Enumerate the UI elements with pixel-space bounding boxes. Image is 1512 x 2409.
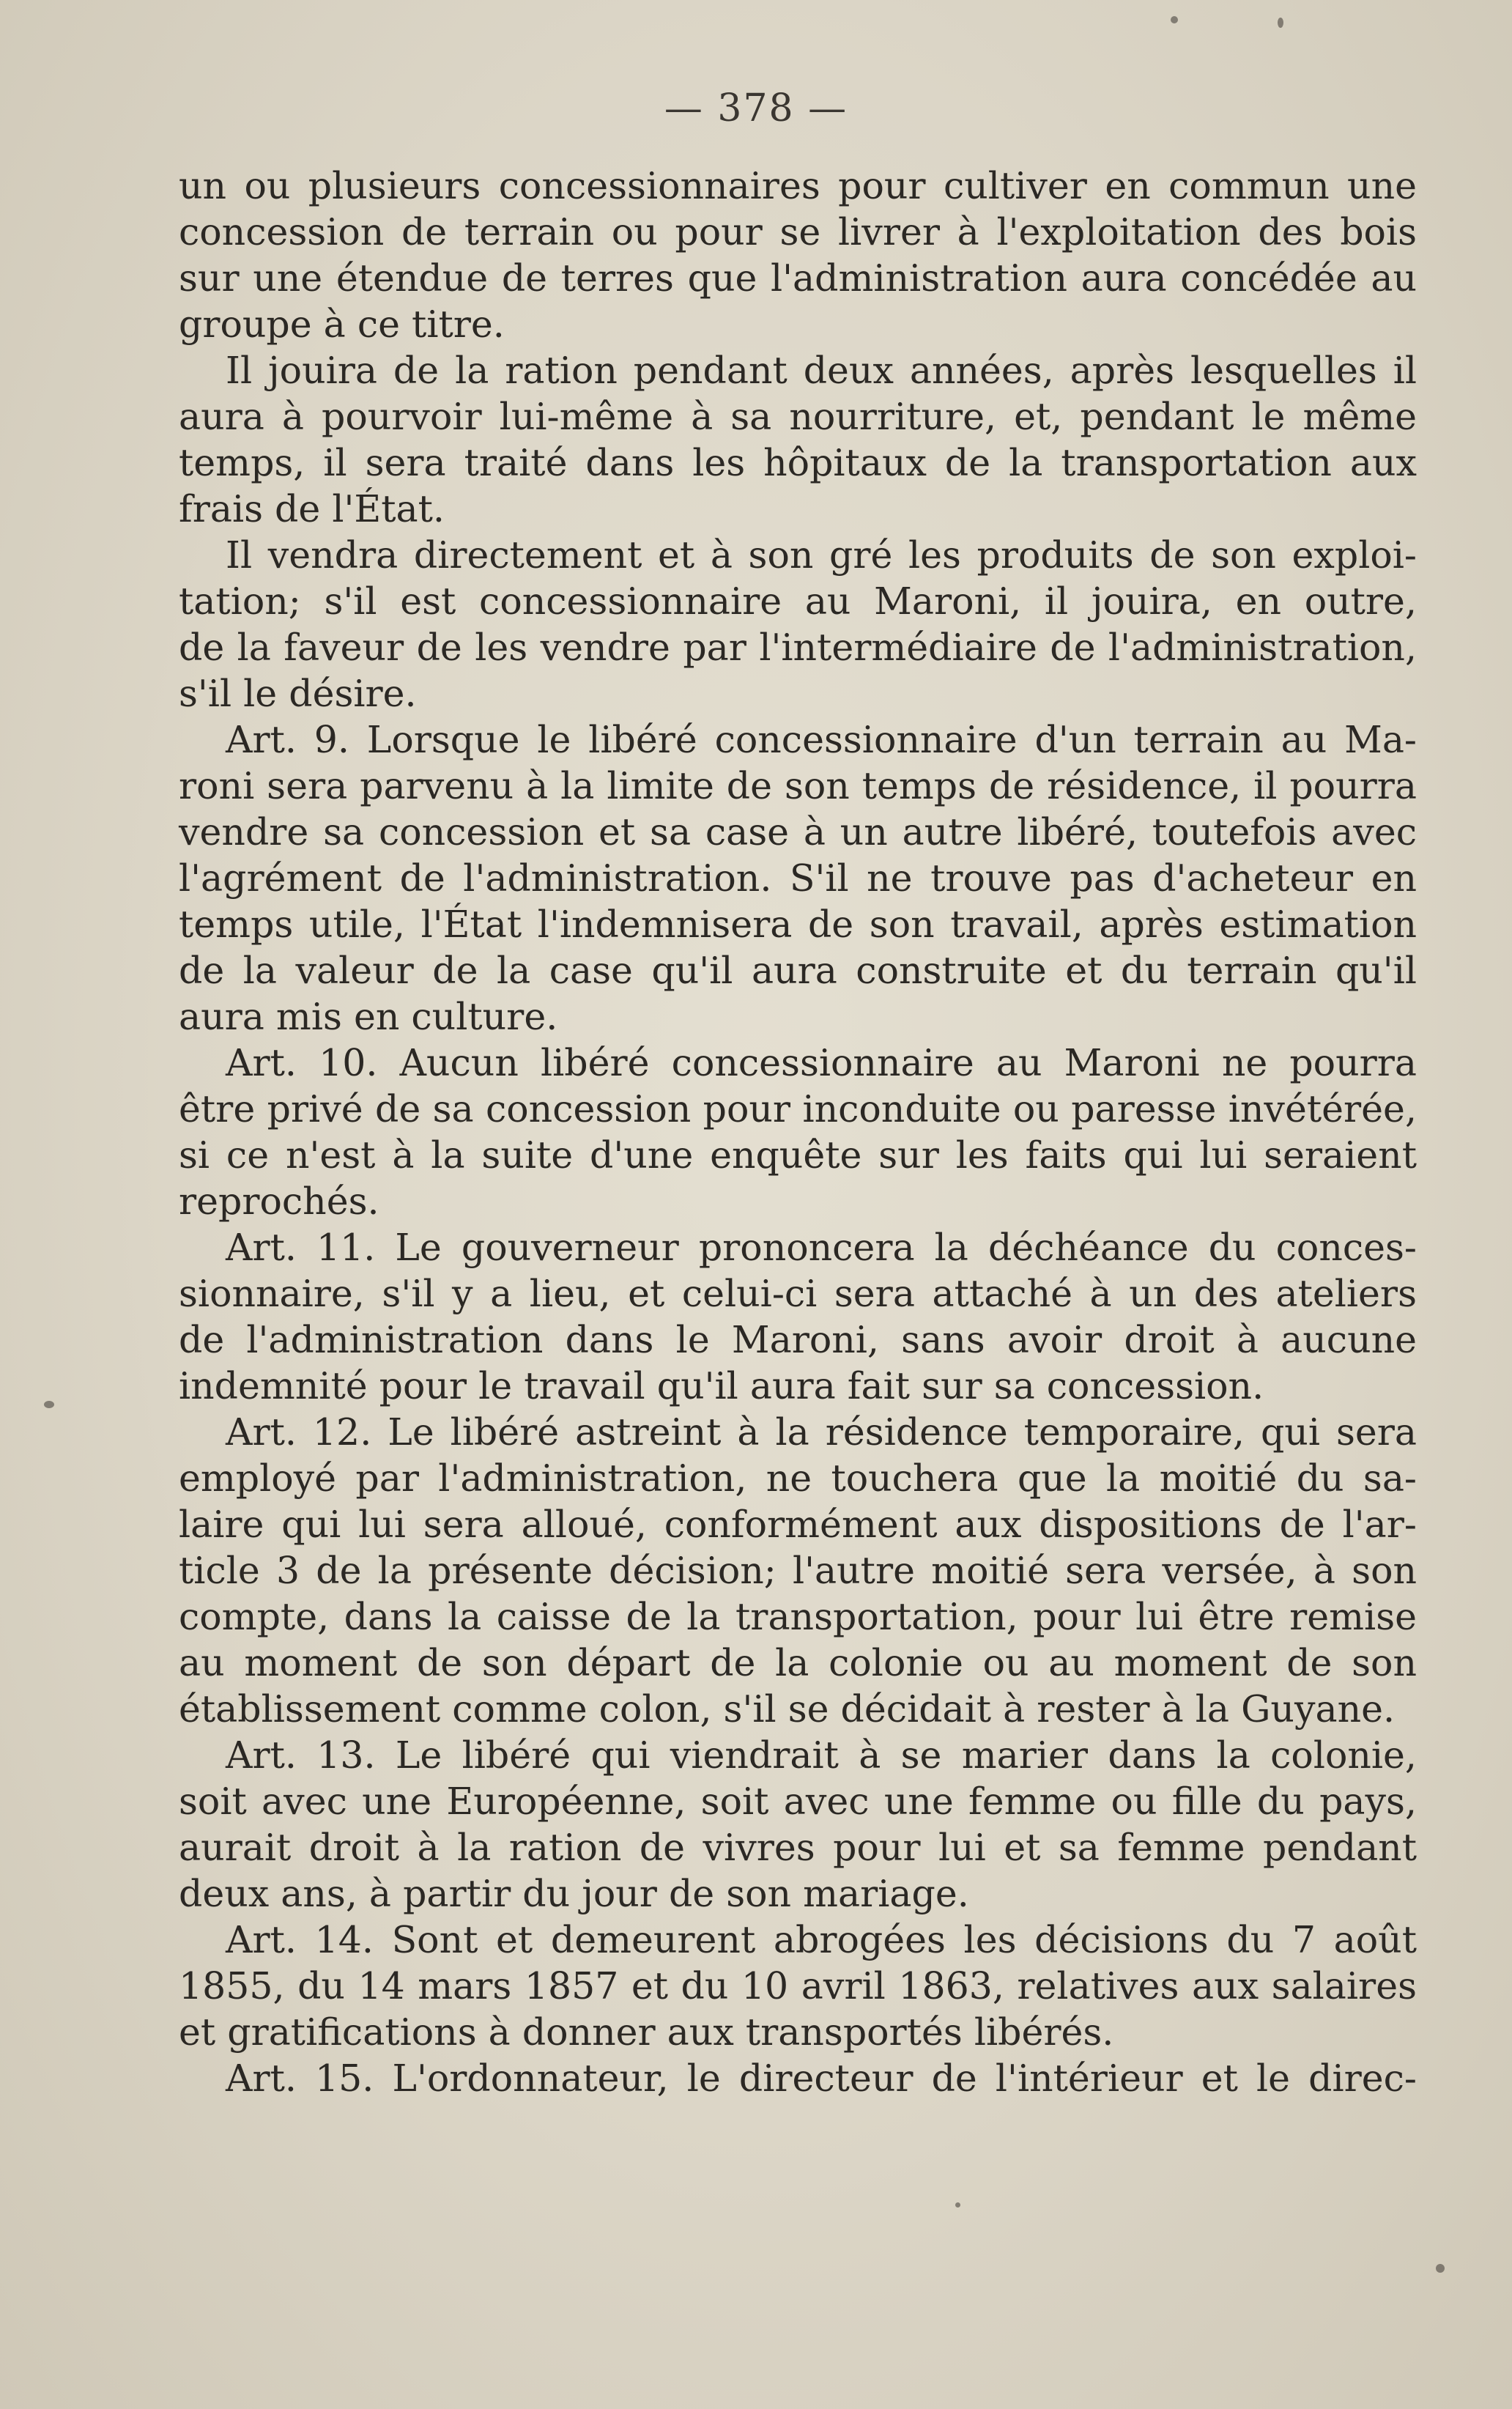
text-line: employé par l'administration, ne touchera que la moitié du sa-: [179, 1457, 1417, 1500]
text-line: Il jouira de la ration pendant deux années, après lesquelles il: [226, 349, 1417, 392]
text-line: l'agrément de l'administration. S'il ne trouve pas d'acheteur en: [179, 856, 1417, 900]
text-line: tation; s'il est concessionnaire au Maroni, il jouira, en outre,: [179, 580, 1417, 623]
ink-speck: [1171, 16, 1178, 23]
text-line: temps, il sera traité dans les hôpitaux de la transportation aux: [179, 441, 1417, 484]
text-line: s'il le désire.: [179, 672, 417, 715]
text-line: indemnité pour le travail qu'il aura fait sur sa concession.: [179, 1364, 1264, 1407]
text-line: Art. 9. Lorsque le libéré concessionnaire d'un terrain au Ma-: [226, 718, 1417, 761]
text-line: deux ans, à partir du jour de son mariage.: [179, 1872, 969, 1915]
text-line: un ou plusieurs concessionnaires pour cultiver en commun une: [179, 164, 1417, 207]
text-line: de l'administration dans le Maroni, sans avoir droit à aucune: [179, 1318, 1417, 1361]
text-line: vendre sa concession et sa case à un autre libéré, toutefois avec: [179, 810, 1417, 854]
text-line: roni sera parvenu à la limite de son temps de résidence, il pourra: [179, 764, 1417, 807]
text-line: groupe à ce titre.: [179, 303, 505, 346]
text-line: Art. 11. Le gouverneur prononcera la déchéance du conces-: [226, 1226, 1417, 1269]
text-line: concession de terrain ou pour se livrer à l'exploitation des bois: [179, 210, 1417, 254]
text-line: temps utile, l'État l'indemnisera de son travail, après estimation: [179, 903, 1417, 946]
text-line: de la faveur de les vendre par l'intermédiaire de l'administration,: [179, 626, 1417, 669]
body-text: [179, 163, 1417, 2101]
text-line: compte, dans la caisse de la transportation, pour lui être remise: [179, 1595, 1417, 1638]
text-line: si ce n'est à la suite d'une enquête sur les faits qui lui seraient: [179, 1133, 1417, 1177]
text-line: Art. 14. Sont et demeurent abrogées les décisions du 7 août: [226, 1918, 1417, 1961]
text-line: et gratifications à donner aux transportés libérés.: [179, 2010, 1114, 2054]
text-line: sionnaire, s'il y a lieu, et celui-ci sera attaché à un des ateliers: [179, 1272, 1417, 1315]
ink-speck: [1436, 2264, 1445, 2273]
ink-speck: [44, 1401, 54, 1408]
text-line: Art. 13. Le libéré qui viendrait à se marier dans la colonie,: [226, 1733, 1417, 1777]
text-line: sur une étendue de terres que l'administration aura concédée au: [179, 256, 1417, 300]
text-line: Il vendra directement et à son gré les produits de son exploi-: [226, 533, 1417, 577]
text-line: Art. 10. Aucun libéré concessionnaire au Maroni ne pourra: [226, 1041, 1417, 1084]
text-line: aura mis en culture.: [179, 995, 558, 1038]
text-line: aurait droit à la ration de vivres pour lui et sa femme pendant: [179, 1826, 1417, 1869]
page-number: — 378 —: [664, 86, 848, 130]
text-line: soit avec une Européenne, soit avec une femme ou fille du pays,: [179, 1780, 1417, 1823]
text-line: aura à pourvoir lui-même à sa nourriture, et, pendant le même: [179, 395, 1417, 438]
text-line: ticle 3 de la présente décision; l'autre moitié sera versée, à son: [179, 1549, 1417, 1592]
text-line: au moment de son départ de la colonie ou au moment de son: [179, 1641, 1417, 1684]
text-line: Art. 15. L'ordonnateur, le directeur de l'intérieur et le direc-: [226, 2057, 1417, 2100]
text-line: 1855, du 14 mars 1857 et du 10 avril 1863, relatives aux salaires: [179, 1964, 1417, 2008]
text-line: frais de l'État.: [179, 487, 445, 530]
text-line: reprochés.: [179, 1180, 379, 1223]
text-line: établissement comme colon, s'il se décidait à rester à la Guyane.: [179, 1687, 1396, 1731]
text-line: laire qui lui sera alloué, conformément aux dispositions de l'ar-: [179, 1503, 1417, 1546]
text-line: être privé de sa concession pour inconduite ou paresse invétérée,: [179, 1087, 1417, 1131]
ink-speck: [955, 2202, 960, 2208]
text-line: de la valeur de la case qu'il aura construite et du terrain qu'il: [179, 949, 1417, 992]
ink-speck: [1278, 18, 1283, 28]
text-line: Art. 12. Le libéré astreint à la résidence temporaire, qui sera: [226, 1410, 1417, 1454]
